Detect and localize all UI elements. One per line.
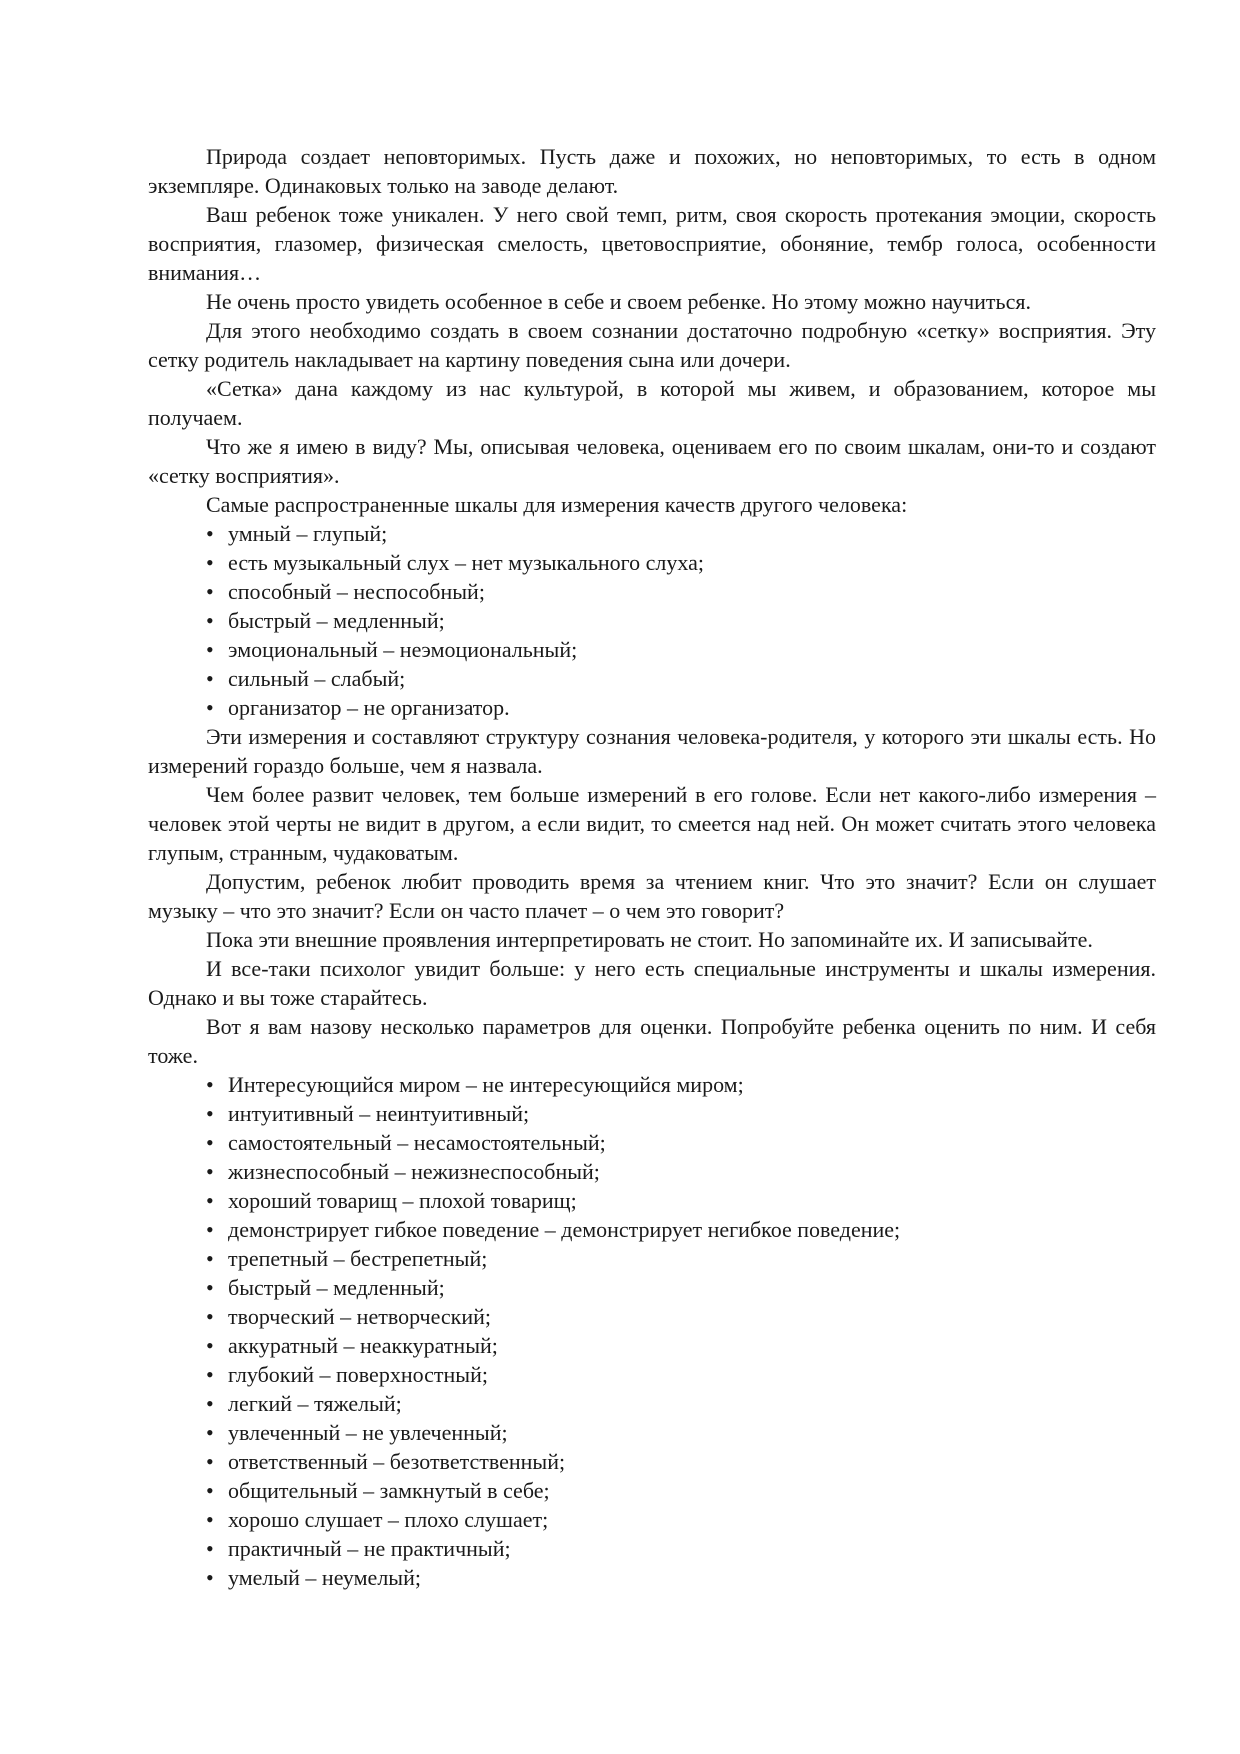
- list-item: [206, 1505, 1156, 1534]
- list-item: [206, 577, 1156, 606]
- paragraph: Не очень просто увидеть особенное в себе и своем ребенке. Но этому можно научиться.: [206, 289, 1031, 314]
- bullet-icon: •: [206, 1275, 214, 1300]
- bullet-icon: •: [206, 521, 214, 546]
- list-item-text: жизнеспособный – нежизнеспособный;: [228, 1159, 600, 1184]
- paragraph: Пока эти внешние проявления интерпретировать не стоит. Но запоминайте их. И записывайте.: [206, 927, 1093, 952]
- list-item-text: сильный – слабый;: [228, 666, 406, 691]
- bullet-icon: •: [206, 608, 214, 633]
- paragraph: Природа создает неповторимых. Пусть даже и похожих, но неповторимых, то есть в одном экземпляре. Одинаковых только на заводе делают.: [148, 144, 1156, 198]
- paragraph: Допустим, ребенок любит проводить время за чтением книг. Что это значит? Если он слушает музыку – что это значит? Если он часто плачет – о чем это говорит?: [148, 869, 1156, 923]
- list-item: [206, 1563, 1156, 1592]
- bullet-icon: •: [206, 1304, 214, 1329]
- bullet-icon: •: [206, 637, 214, 662]
- list-item-text: ответственный – безответственный;: [228, 1449, 566, 1474]
- list-item: [206, 1418, 1156, 1447]
- bullet-icon: •: [206, 1536, 214, 1561]
- list-item: [206, 635, 1156, 664]
- list-item: [206, 1099, 1156, 1128]
- list-item-text: организатор – не организатор.: [228, 695, 510, 720]
- bullet-icon: •: [206, 1478, 214, 1503]
- bullet-icon: •: [206, 1130, 214, 1155]
- list-item-text: глубокий – поверхностный;: [228, 1362, 488, 1387]
- bullet-icon: •: [206, 579, 214, 604]
- bullet-icon: •: [206, 1507, 214, 1532]
- list-item: [206, 1186, 1156, 1215]
- list-item: [206, 1273, 1156, 1302]
- list-item: [206, 606, 1156, 635]
- list-item-text: творческий – нетворческий;: [228, 1304, 492, 1329]
- list-item-text: общительный – замкнутый в себе;: [228, 1478, 550, 1503]
- list-item: [206, 1302, 1156, 1331]
- bullet-icon: •: [206, 1565, 214, 1590]
- bullet-icon: •: [206, 1072, 214, 1097]
- bullet-icon: •: [206, 1362, 214, 1387]
- bullet-icon: •: [206, 1101, 214, 1126]
- bullet-icon: •: [206, 666, 214, 691]
- list-item-text: быстрый – медленный;: [228, 1275, 445, 1300]
- paragraph: Что же я имею в виду? Мы, описывая человека, оцениваем его по своим шкалам, они-то и создают «сетку восприятия».: [148, 434, 1156, 488]
- list-item-text: демонстрирует гибкое поведение – демонстрирует негибкое поведение;: [228, 1217, 901, 1242]
- list-item-text: способный – неспособный;: [228, 579, 485, 604]
- list-item: [206, 1534, 1156, 1563]
- bullet-icon: •: [206, 1449, 214, 1474]
- list-item: [206, 1476, 1156, 1505]
- bullet-icon: •: [206, 1391, 214, 1416]
- document-page: [148, 142, 1156, 1592]
- paragraph: Ваш ребенок тоже уникален. У него свой темп, ритм, своя скорость протекания эмоции, скорость восприятия, глазомер, физическая смелость, цветовосприятие, обоняние, тембр голоса, особенности внимания…: [148, 202, 1156, 285]
- list-item-text: хороший товарищ – плохой товарищ;: [228, 1188, 577, 1213]
- list-item: [206, 519, 1156, 548]
- list-item-text: умный – глупый;: [228, 521, 388, 546]
- paragraph: Самые распространенные шкалы для измерения качеств другого человека:: [206, 492, 908, 517]
- paragraph: Чем более развит человек, тем больше измерений в его голове. Если нет какого-либо измерения – человек этой черты не видит в другом, а если видит, то смеется над ней. Он может считать этого человека глупым, странным, чудаковатым.: [148, 782, 1156, 865]
- list-item-text: легкий – тяжелый;: [228, 1391, 402, 1416]
- list-item: [206, 1070, 1156, 1099]
- list-item: [206, 1157, 1156, 1186]
- list-item: [206, 1244, 1156, 1273]
- bullet-icon: •: [206, 1188, 214, 1213]
- list-item: [206, 1331, 1156, 1360]
- list-item-text: есть музыкальный слух – нет музыкального слуха;: [228, 550, 704, 575]
- list-item-text: Интересующийся миром – не интересующийся миром;: [228, 1072, 744, 1097]
- list-item: [206, 1447, 1156, 1476]
- list-item: [206, 693, 1156, 722]
- list-item-text: практичный – не практичный;: [228, 1536, 511, 1561]
- paragraph: Эти измерения и составляют структуру сознания человека-родителя, у которого эти шкалы есть. Но измерений гораздо больше, чем я назвала.: [148, 724, 1156, 778]
- paragraph: «Сетка» дана каждому из нас культурой, в которой мы живем, и образованием, которое мы получаем.: [148, 376, 1156, 430]
- list-item-text: самостоятельный – несамостоятельный;: [228, 1130, 606, 1155]
- scales-list: [148, 519, 1156, 722]
- list-item: [206, 548, 1156, 577]
- bullet-icon: •: [206, 1246, 214, 1271]
- list-item: [206, 1360, 1156, 1389]
- list-item-text: аккуратный – неаккуратный;: [228, 1333, 498, 1358]
- list-item: [206, 1128, 1156, 1157]
- bullet-icon: •: [206, 1217, 214, 1242]
- bullet-icon: •: [206, 695, 214, 720]
- paragraph: И все-таки психолог увидит больше: у него есть специальные инструменты и шкалы измерения. Однако и вы тоже старайтесь.: [148, 956, 1156, 1010]
- list-item-text: эмоциональный – неэмоциональный;: [228, 637, 578, 662]
- parameters-list: [148, 1070, 1156, 1592]
- list-item-text: трепетный – бестрепетный;: [228, 1246, 488, 1271]
- bullet-icon: •: [206, 1159, 214, 1184]
- list-item-text: увлеченный – не увлеченный;: [228, 1420, 508, 1445]
- paragraph: Для этого необходимо создать в своем сознании достаточно подробную «сетку» восприятия. Эту сетку родитель накладывает на картину поведения сына или дочери.: [148, 318, 1156, 372]
- list-item-text: умелый – неумелый;: [228, 1565, 421, 1590]
- list-item-text: быстрый – медленный;: [228, 608, 445, 633]
- list-item-text: интуитивный – неинтуитивный;: [228, 1101, 530, 1126]
- bullet-icon: •: [206, 550, 214, 575]
- list-item: [206, 1215, 1156, 1244]
- list-item: [206, 1389, 1156, 1418]
- list-item-text: хорошо слушает – плохо слушает;: [228, 1507, 549, 1532]
- list-item: [206, 664, 1156, 693]
- bullet-icon: •: [206, 1333, 214, 1358]
- paragraph: Вот я вам назову несколько параметров для оценки. Попробуйте ребенка оценить по ним. И себя тоже.: [148, 1014, 1156, 1068]
- bullet-icon: •: [206, 1420, 214, 1445]
